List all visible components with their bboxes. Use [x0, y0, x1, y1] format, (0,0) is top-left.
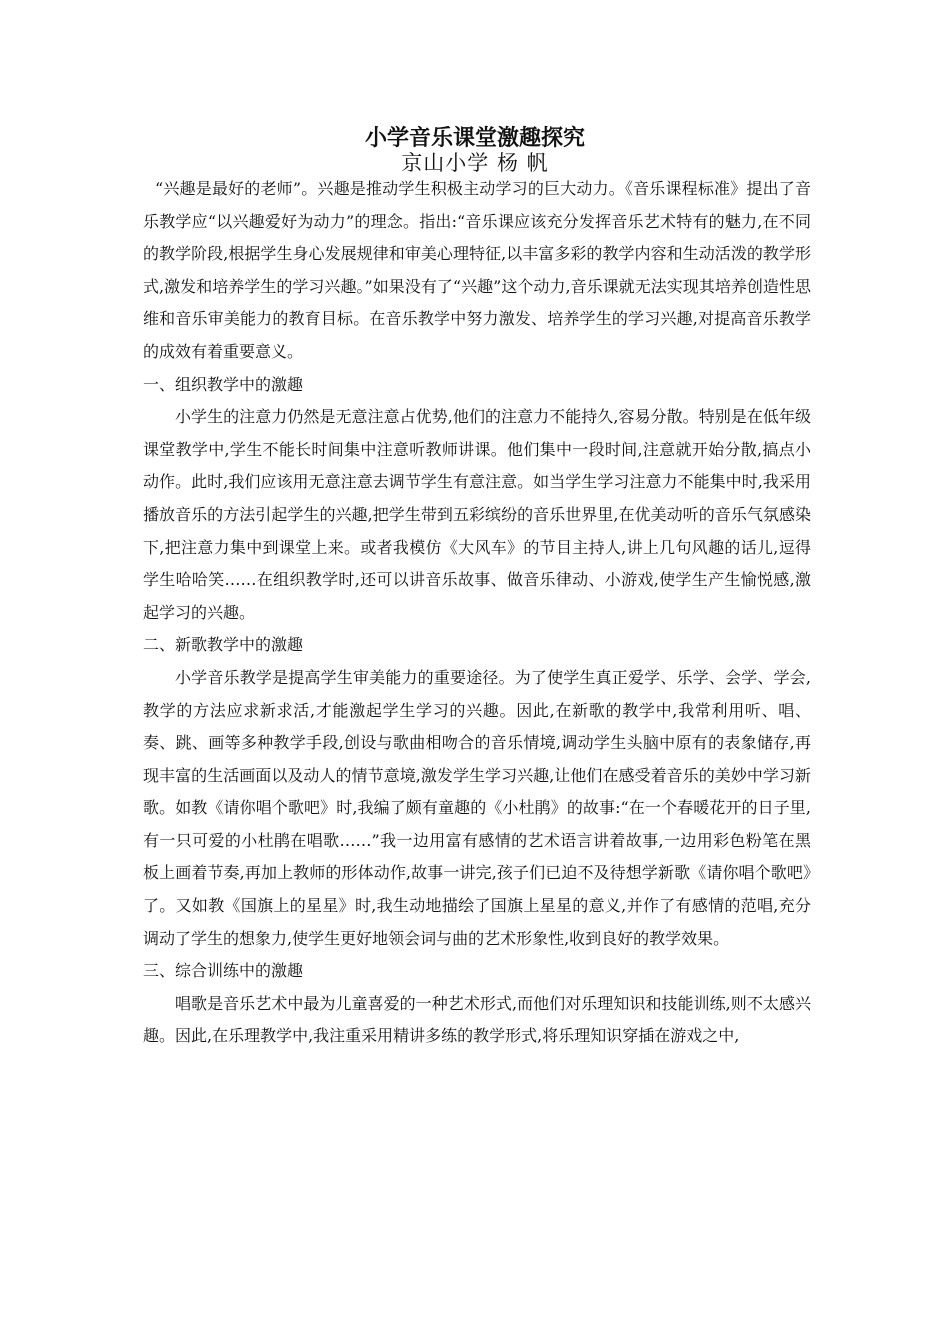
- section-paragraph: 唱歌是音乐艺术中最为儿童喜爱的一种艺术形式,而他们对乐理知识和技能训练,则不太感兴趣。因此,在乐理教学中,我注重采用精讲多练的教学形式,将乐理知识穿插在游戏之中,: [143, 993, 811, 1046]
- document-author: 京山小学 杨 帆: [401, 151, 549, 175]
- section-heading: 二、新歌教学中的激趣: [143, 635, 304, 655]
- intro-paragraph: “兴趣是最好的老师”。兴趣是推动学生积极主动学习的巨大动力。《音乐课程标准》提出了音乐教学应“以兴趣爱好为动力”的理念。指出:“音乐课应该充分发挥音乐艺术特有的魅力,在不同的教学阶段,根据学生身心发展规律和审美心理特征,以丰富多彩的教学内容和生动活泼的教学形式,激发和培养学生的学习兴趣。”如果没有了“兴趣”这个动力,音乐课就无法实现其培养创造性思维和音乐审美能力的教育目标。在音乐教学中努力激发、培养学生的学习兴趣,对提高音乐教学的成效有着重要意义。: [143, 179, 811, 361]
- section-heading: 一、组织教学中的激趣: [143, 374, 304, 394]
- section-paragraph: 小学生的注意力仍然是无意注意占优势,他们的注意力不能持久,容易分散。特别是在低年级课堂教学中,学生不能长时间集中注意听教师讲课。他们集中一段时间,注意就开始分散,搞点小动作。此时,我们应该用无意注意去调节学生有意注意。如当学生学习注意力不能集中时,我采用播放音乐的方法引起学生的兴趣,把学生带到五彩缤纷的音乐世界里,在优美动听的音乐气氛感染下,把注意力集中到课堂上来。或者我模仿《大风车》的节目主持人,讲上几句风趣的话儿,逗得学生哈哈笑……在组织教学时,还可以讲音乐故事、做音乐律动、小游戏,使学生产生愉悦感,激起学习的兴趣。: [143, 407, 811, 622]
- section-heading: 三、综合训练中的激趣: [143, 961, 304, 981]
- document-body: [143, 173, 811, 1053]
- section-paragraph: 小学音乐教学是提高学生审美能力的重要途径。为了使学生真正爱学、乐学、会学、学会,教学的方法应求新求活,才能激起学生学习的兴趣。因此,在新歌的教学中,我常利用听、唱、奏、跳、画等多种教学手段,创设与歌曲相吻合的音乐情境,调动学生头脑中原有的表象储存,再现丰富的生活画面以及动人的情节意境,激发学生学习兴趣,让他们在感受着音乐的美妙中学习新歌。如教《请你唱个歌吧》时,我编了颇有童趣的《小杜鹃》的故事:“在一个春暖花开的日子里,有一只可爱的小杜鹃在唱歌……”我一边用富有感情的艺术语言讲着故事,一边用彩色粉笔在黑板上画着节奏,再加上教师的形体动作,故事一讲完,孩子们已迫不及待想学新歌《请你唱个歌吧》了。又如教《国旗上的星星》时,我生动地描绘了国旗上星星的意义,并作了有感情的范唱,充分调动了学生的想象力,使学生更好地领会词与曲的艺术形象性,收到良好的教学效果。: [143, 667, 811, 948]
- document-title: 小学音乐课堂激趣探究: [364, 125, 585, 151]
